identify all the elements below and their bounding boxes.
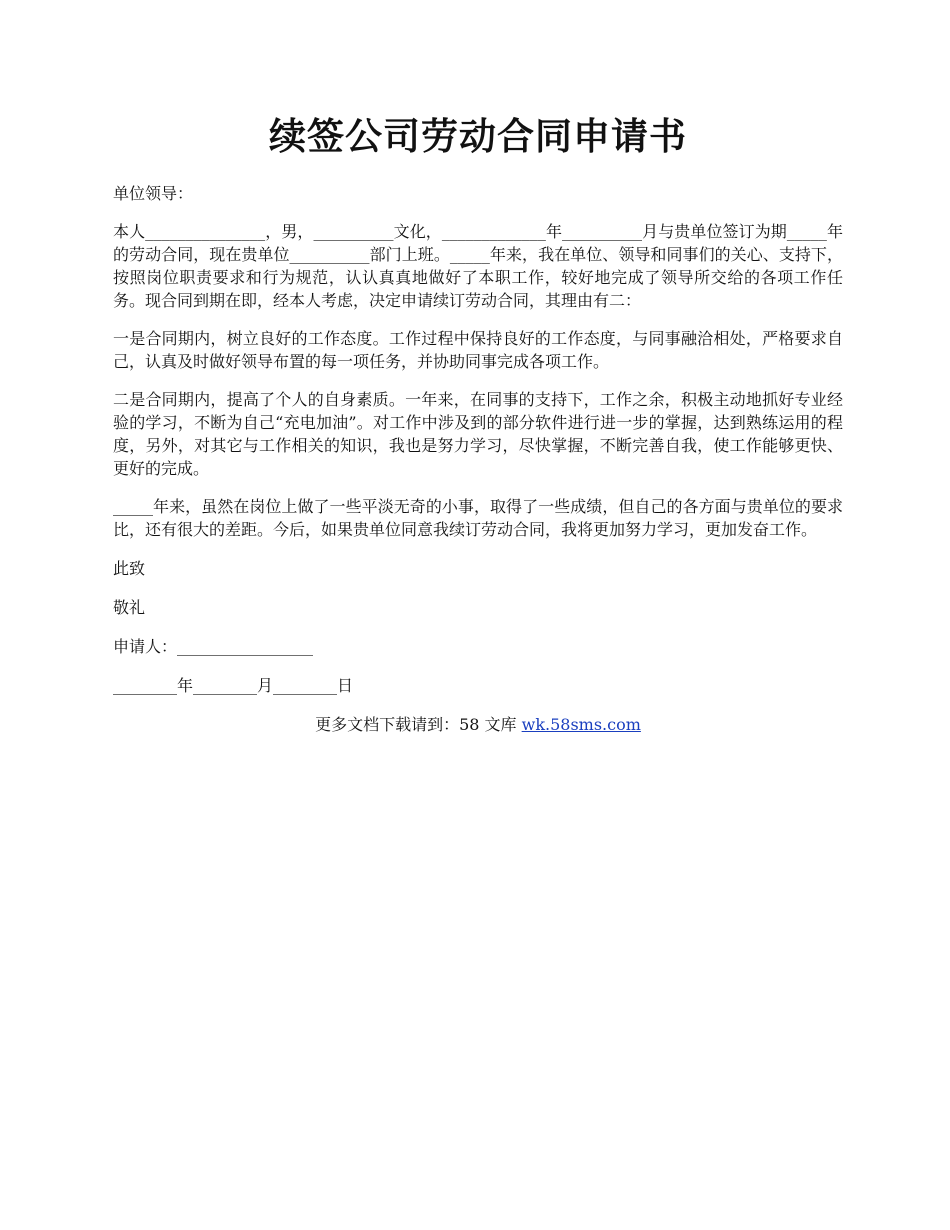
paragraph-reason-two: 二是合同期内，提高了个人的自身素质。一年来，在同事的支持下，工作之余，积极主动地抓好专业经验的学习，不断为自己“充电加油”。对工作中涉及到的部分软件进行进一步的掌握，达到熟练运用的程度，另外，对其它与工作相关的知识，我也是努力学习，尽快掌握，不断完善自我，使工作能够更快、更好的完成。 (113, 390, 843, 478)
footer-download-note (113, 713, 843, 736)
paragraph-reason-one: 一是合同期内，树立良好的工作态度。工作过程中保持良好的工作态度，与同事融洽相处，严格要求自己，认真及时做好领导布置的每一项任务，并协助同事完成各项工作。 (113, 329, 843, 371)
document-page (113, 112, 843, 736)
salutation: 单位领导： (113, 184, 194, 203)
paragraph-conclusion: _____年来，虽然在岗位上做了一些平淡无奇的小事，取得了一些成绩，但自己的各方面与贵单位的要求比，还有很大的差距。今后，如果贵单位同意我续订劳动合同，我将更加努力学习，更加发奋工作。 (113, 497, 843, 539)
applicant-signature-line: 申请人：_________________ (113, 637, 314, 656)
document-title: 续签公司劳动合同申请书 (269, 114, 687, 158)
date-line: ________年________月________日 (113, 676, 354, 695)
footer-prefix: 更多文档下载请到：58 文库 (315, 715, 522, 734)
footer-site-link[interactable]: wk.58sms.com (521, 715, 641, 734)
closing-cizhi: 此致 (113, 559, 146, 578)
paragraph-intro: 本人_______________，男，__________文化，_____________年__________月与贵单位签订为期_____年的劳动合同，现在贵单位__________部门上班。_____年来，我在单位、领导和同事们的关心、支持下，按照岗位职责要求和行为规范，认认真真地做好了本职工作，较好地完成了领导所交给的各项工作任务。现合同到期在即，经本人考虑，决定申请续订劳动合同，其理由有二： (113, 222, 843, 310)
closing-jingli: 敬礼 (113, 598, 146, 617)
